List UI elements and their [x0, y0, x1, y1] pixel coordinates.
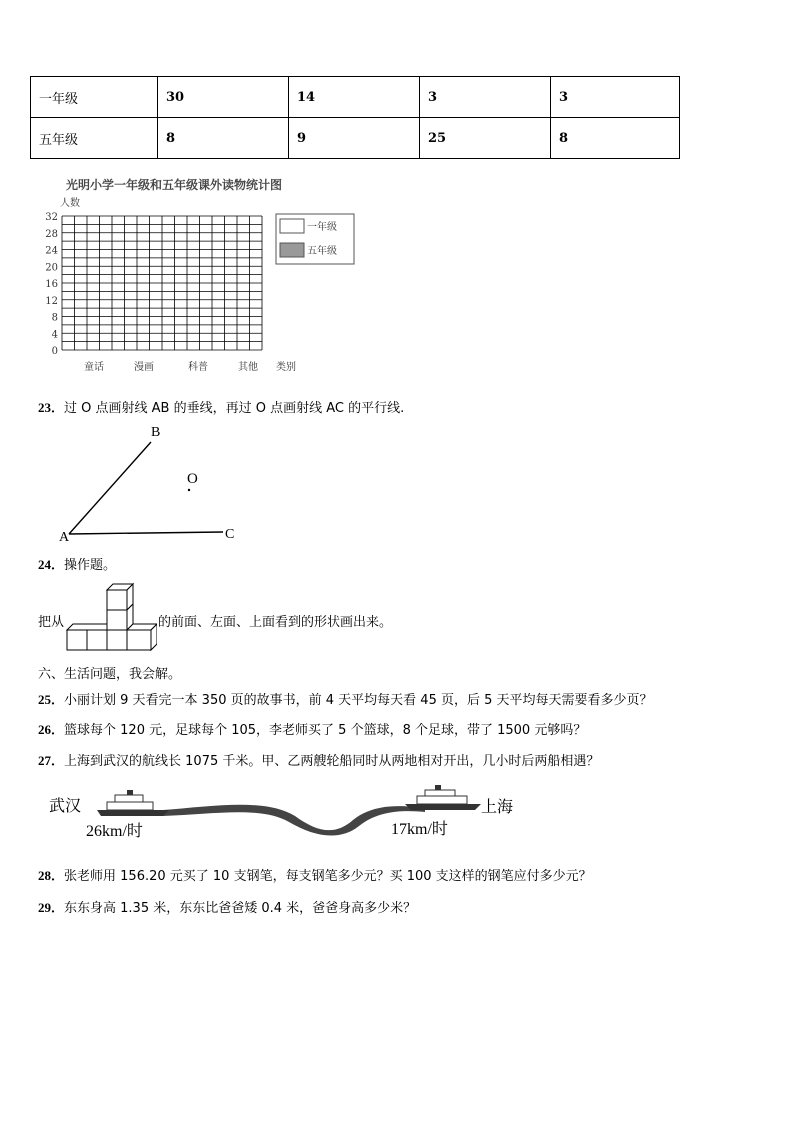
label-a: A [59, 530, 70, 545]
label-o: O [187, 471, 198, 487]
table-cell: 8 [551, 118, 680, 159]
question-28: 28．张老师用 156.20 元买了 10 支钢笔，每支钢笔多少元？买 100 支这样的钢笔应付多少元？ [38, 868, 592, 884]
question-24-line: 把从 [38, 615, 65, 630]
speed-right: 17km/时 [391, 821, 448, 838]
row-label: 一年级 [31, 77, 158, 118]
y-tick-label: 16 [45, 279, 58, 290]
question-23: 23．过 O 点画射线 AB 的垂线，再过 O 点画射线 AC 的平行线. [38, 400, 405, 416]
y-tick-label: 0 [51, 346, 58, 357]
route-figure [45, 780, 535, 842]
question-26: 26．篮球每个 120 元，足球每个 105，李老师买了 5 个篮球，8 个足球，带了 1500 元够吗？ [38, 722, 587, 738]
speed-left: 26km/时 [86, 823, 143, 840]
ray-ab [69, 442, 151, 534]
question-25: 25．小丽计划 9 天看完一本 350 页的故事书，前 4 天平均每天看 45 页，后 5 天平均每天需要看多少页？ [38, 692, 653, 708]
table-row [31, 118, 680, 159]
angle-figure [55, 420, 255, 550]
point-o [188, 489, 190, 491]
city-shanghai: 上海 [481, 797, 514, 816]
city-wuhan: 武汉 [49, 796, 82, 815]
legend-label-1: 一年级 [307, 222, 337, 233]
x-category-label: 其他 [238, 362, 258, 373]
legend-label-2: 五年级 [307, 246, 337, 257]
y-tick-labels [45, 212, 58, 357]
ship-left-icon [97, 790, 169, 816]
y-tick-label: 32 [45, 212, 58, 223]
x-category-label: 科普 [188, 362, 208, 373]
chart-grid [62, 216, 262, 350]
table-cell: 9 [289, 118, 420, 159]
river-path [163, 805, 425, 836]
question-24-line-end: 的前面、左面、上面看到的形状画出来。 [158, 615, 393, 630]
x-category-labels [84, 360, 258, 373]
y-tick-label: 4 [51, 329, 58, 341]
chart-title: 光明小学一年级和五年级课外读物统计图 [66, 178, 283, 192]
label-c: C [225, 527, 235, 542]
ray-ac [69, 532, 223, 534]
x-axis-label: 类别 [276, 362, 296, 373]
legend-swatch-2 [280, 243, 304, 257]
x-category-label: 童话 [84, 362, 104, 373]
label-b: B [151, 425, 161, 440]
question-27: 27．上海到武汉的航线长 1075 千米。甲、乙两艘轮船同时从两地相对开出，几小时后两船相遇？ [38, 753, 600, 769]
table-cell: 8 [158, 118, 289, 159]
table-cell: 30 [158, 77, 289, 118]
row-label: 五年级 [31, 118, 158, 159]
y-tick-label: 28 [45, 228, 58, 240]
table-cell: 14 [289, 77, 420, 118]
question-24: 24．操作题。 [38, 557, 117, 573]
chart-legend [276, 214, 354, 264]
bar-chart-grid [30, 192, 370, 382]
ship-right-icon [405, 785, 481, 810]
cube-figure [65, 580, 157, 652]
data-table [30, 76, 680, 159]
y-tick-label: 12 [45, 295, 58, 307]
table-row [31, 77, 680, 118]
table-cell: 3 [551, 77, 680, 118]
section-heading: 六、生活问题，我会解。 [38, 667, 182, 682]
table-cell: 25 [420, 118, 551, 159]
question-29: 29．东东身高 1.35 米，东东比爸爸矮 0.4 米，爸爸身高多少米？ [38, 900, 417, 916]
legend-swatch-1 [280, 219, 304, 233]
y-tick-label: 24 [45, 245, 58, 257]
table-cell: 3 [420, 77, 551, 118]
y-tick-label: 20 [45, 262, 58, 274]
y-axis-label: 人数 [60, 198, 80, 209]
y-tick-label: 8 [51, 312, 58, 324]
x-category-label: 漫画 [134, 362, 154, 373]
